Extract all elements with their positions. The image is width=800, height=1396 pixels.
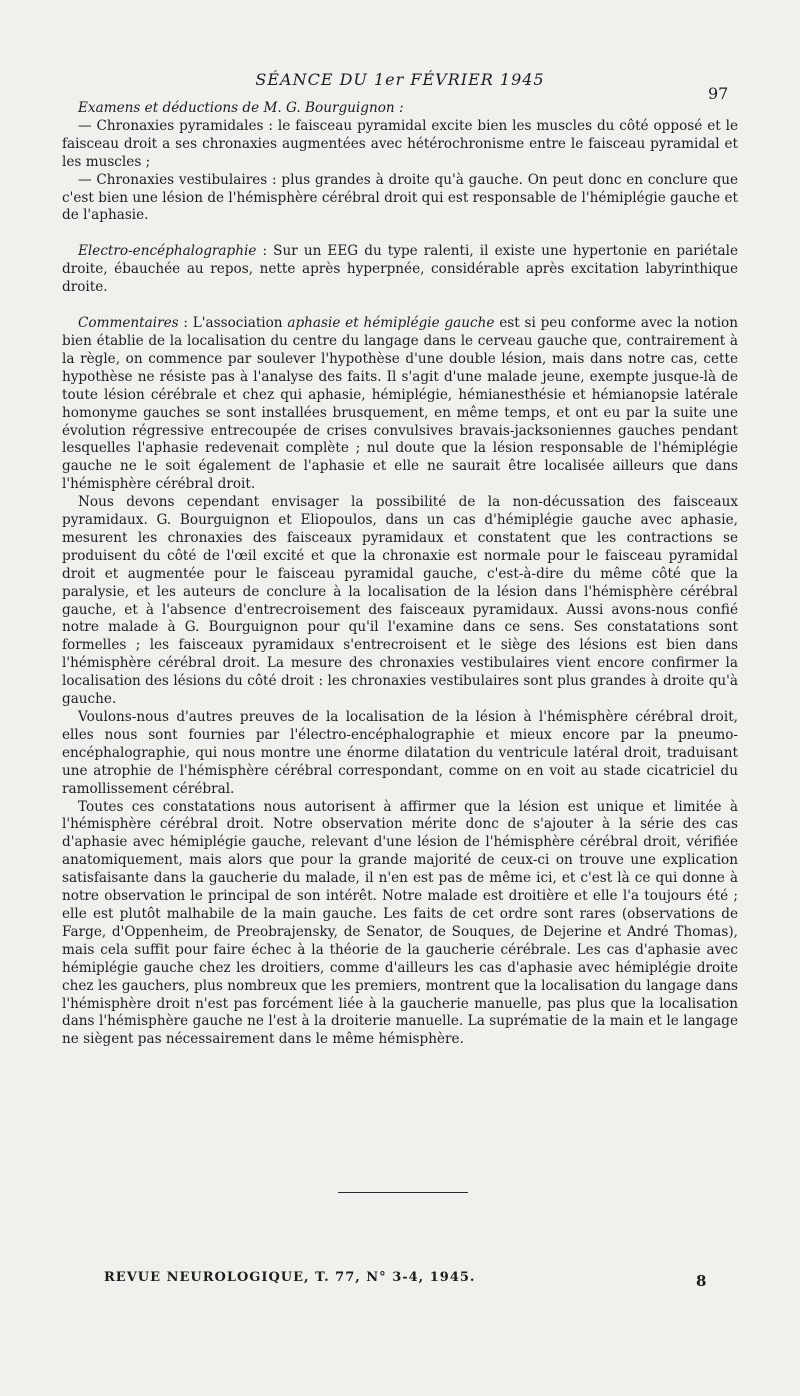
constatations-paragraph: Toutes ces constatations nous autorisent à affirmer que la lésion est unique et limitée à l'hémisphère cérébral droit. Notre observation mérite donc de s'ajouter à la série des cas d'aphasie avec hémiplégie gauche, relevant d'une lésion de l'hémisphère cérébral droit, vérifiée anatomiquement, mais alors que pour la grande majorité de ceux-ci on trouve une explication satisfaisante dans la gaucherie du malade, il n'en est pas de même ici, et c'est là ce qui donne à notre observation le principal de son intérêt. Notre malade est droitière et elle l'a toujours été ; elle est plutôt malhabile de la main gauche. Les faits de cet ordre sont rares (observations de Farge, d'Oppenheim, de Preobrajensky, de Senator, de Souques, de Dejerine et André Thomas), mais cela suffit pour faire échec à la théorie de la gaucherie cérébrale. Les cas d'aphasie avec hémiplégie gauche chez les droitiers, comme d'ailleurs les cas d'aphasie avec hémiplégie droite chez les gauchers, plus nombreux que les premiers, montrent que la localisation du langage dans l'hémisphère droit n'est pas forcément liée à la gaucherie manuelle, pas plus que la localisation dans l'hémisphère gauche ne l'est à la droiterie manuelle. La suprématie de la main et le langage ne siègent pas nécessairement dans le même hémisphère. xyxy=(62,798,738,1048)
decussation-paragraph: Nous devons cependant envisager la possibilité de la non-décussation des faisceaux pyramidaux. G. Bourguignon et Eliopoulos, dans un cas d'hémiplégie gauche avec aphasie, mesurent les chronaxies des faisceaux pyramidaux et constatent que les contractions se produisent du côté de l'œil excité et que la chronaxie est normale pour le faisceau pyramidal droit et augmentée pour le faisceau pyramidal gauche, c'est-à-dire du même côté que la paralysie, et les auteurs de conclure à la localisation de la lésion dans l'hémisphère cérébral gauche, et à l'absence d'entrecroisement des faisceaux pyramidaux. Aussi avons-nous confié notre malade à G. Bourguignon pour qu'il l'examine dans ce sens. Ses constatations sont formelles ; les faisceaux pyramidaux s'entrecroisent et le siège des lésions est bien dans l'hémisphère cérébral droit. La mesure des chronaxies vestibulaires vient encore confirmer la localisation des lésions du côté droit : les chronaxies vestibulaires sont plus grandes à droite qu'à gauche. xyxy=(62,494,738,708)
signature-mark: 8 xyxy=(696,1272,707,1290)
commentaires-text: est si peu conforme avec la notion bien établie de la localisation du centre du langage dans le cerveau gauche que, contrairement à la règle, on commence par soulever l'hypothèse d'une double lésion, mais dans notre cas, cette hypothèse ne résiste pas à l'analyse des faits. Il s'agit d'une malade jeune, exempte jusque-là de toute lésion cérébrale et chez qui aphasie, hémiplégie, hémianesthésie et hémianopsie latérale homonyme gauches se sont installées brusquement, en même temps, et ont eu par la suite une évolution régressive entrecoupée de crises convulsives bravais-jacksoniennes gauches pendant lesquelles l'aphasie redevenait complète ; nul doute que la lésion responsable de l'hémiplégie gauche ne le soit également de l'aphasie et elle ne saurait être localisée ailleurs que dans l'hémisphère cérébral droit. xyxy=(62,315,738,493)
section-gap xyxy=(62,297,738,315)
eeg-paragraph xyxy=(62,243,738,297)
commentaires-lead: : L'association xyxy=(178,315,288,332)
eeg-label: Electro-encéphalographie xyxy=(78,243,257,260)
examens-heading: Examens et déductions de M. G. Bourguignon : xyxy=(78,100,404,116)
commentaires-paragraph xyxy=(62,315,738,494)
chronaxies-vestibulaires-paragraph: — Chronaxies vestibulaires : plus grandes à droite qu'à gauche. On peut donc en conclure que c'est bien une lésion de l'hémisphère cérébral droit qui est responsable de l'hémiplégie gauche et de l'aphasie. xyxy=(62,171,738,224)
preuves-paragraph: Voulons-nous d'autres preuves de la localisation de la lésion à l'hémisphère cérébral droit, elles nous sont fournies par l'électro-encéphalographie et mieux encore par la pneumo-encéphalographie, qui nous montre une énorme dilatation du ventricule latéral droit, traduisant une atrophie de l'hémisphère cérébral correspondant, comme on en voit au stade cicatriciel du ramollissement cérébral. xyxy=(62,709,738,797)
section-gap xyxy=(62,225,738,243)
journal-footer: REVUE NEUROLOGIQUE, T. 77, N° 3-4, 1945. xyxy=(104,1270,476,1285)
chronaxies-pyramidales-paragraph: — Chronaxies pyramidales : le faisceau pyramidal excite bien les muscles du côté opposé et le faisceau droit a ses chronaxies augmentées avec hétérochronisme entre le faisceau pyramidal et les muscles ; xyxy=(62,117,738,170)
eeg-text: : Sur un EEG du type ralenti, il existe une hypertonie en pariétale droite, ébauchée au repos, nette après hyperpnée, considérable après excitation labyrinthique droite. xyxy=(62,243,738,296)
page-number: 97 xyxy=(708,84,729,103)
commentaires-label: Commentaires xyxy=(78,315,179,332)
end-rule xyxy=(338,1192,468,1193)
running-head: SÉANCE DU 1er FÉVRIER 1945 xyxy=(255,70,545,89)
article-body xyxy=(62,100,738,1049)
commentaires-italic-phrase: aphasie et hémiplégie gauche xyxy=(287,315,495,332)
